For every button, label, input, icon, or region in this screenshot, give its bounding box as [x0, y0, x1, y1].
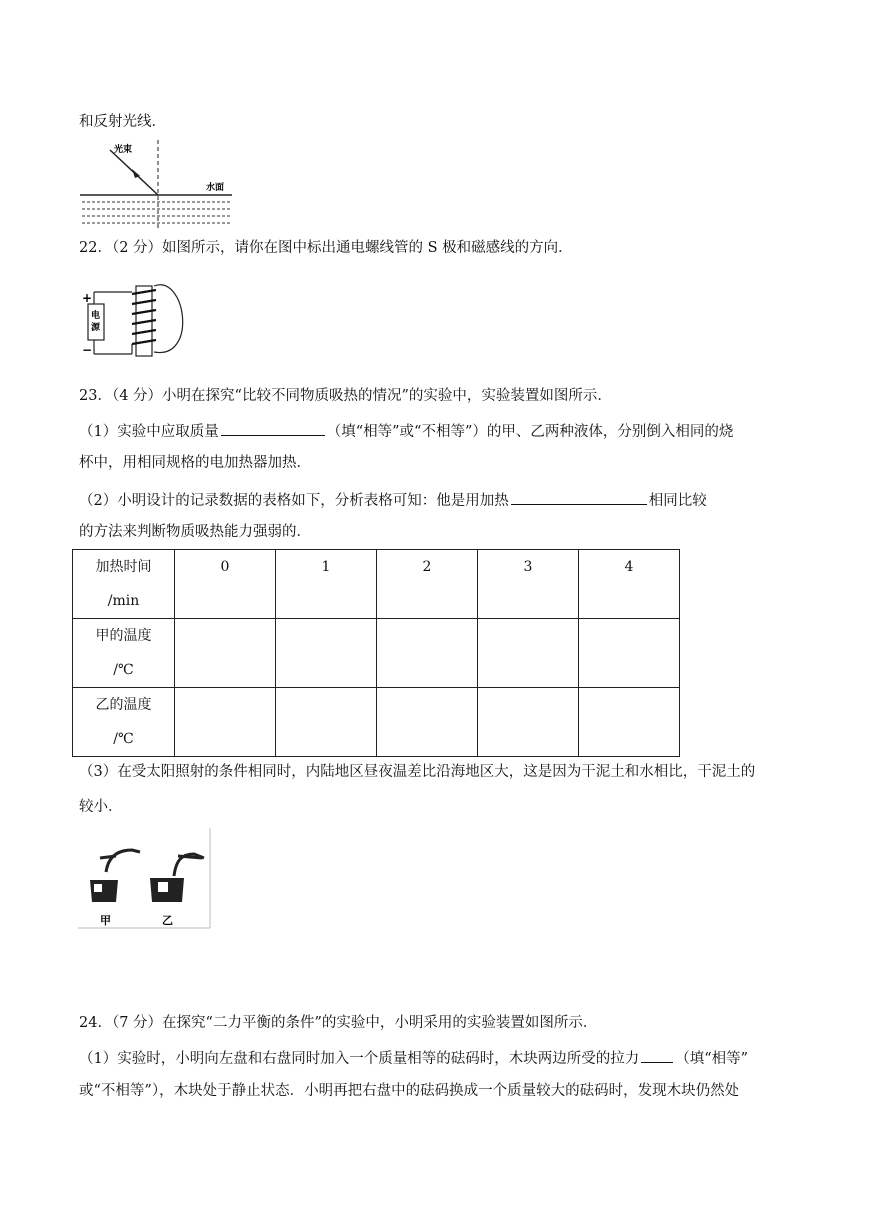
table-cell[interactable]: [579, 688, 680, 757]
answer-blank-2[interactable]: [511, 489, 647, 505]
text-line: 的方法来判断物质吸热能力强弱的．: [79, 524, 311, 540]
table-row: [73, 619, 680, 688]
row-header: 甲的温度 /℃: [73, 619, 175, 688]
table-cell[interactable]: [478, 619, 579, 688]
surface-label: 水面: [206, 183, 225, 193]
table-cell: 2: [377, 550, 478, 619]
row-header: 乙的温度 /℃: [73, 688, 175, 757]
plus-label: +: [82, 291, 93, 305]
beaker-right-label: 乙: [162, 914, 173, 927]
table-cell[interactable]: [377, 619, 478, 688]
source-label-char-1: 电: [91, 311, 101, 321]
table-cell[interactable]: [377, 688, 478, 757]
question-23: 23．（4 分）小明在探究“比较不同物质吸热的情况”的实验中，实验装置如图所示．: [79, 388, 612, 404]
solenoid-figure: [80, 272, 192, 364]
text-line: 或“不相等”），木块处于静止状态．小明再把右盘中的砝码换成一个质量较大的砝码时，发现木块仍然处: [79, 1083, 740, 1099]
q23-part2-text-a: （2）小明设计的记录数据的表格如下，分析表格可知：他是用加热: [79, 493, 509, 509]
table-cell[interactable]: [478, 688, 579, 757]
q24-part1-text-b: （填“相等”: [675, 1051, 749, 1067]
table-cell: 0: [175, 550, 276, 619]
table-cell[interactable]: [276, 619, 377, 688]
question-24-part1: [79, 1047, 748, 1069]
question-23-part3: （3）在受太阳照射的条件相同时，内陆地区昼夜温差比沿海地区大，这是因为干泥土和水相比，干泥土的: [79, 764, 756, 780]
question-23-part1: [79, 420, 733, 442]
table-cell: 1: [276, 550, 377, 619]
q23-part2-text-b: 相同比较: [648, 493, 707, 509]
row-header: 加热时间 /min: [73, 550, 175, 619]
q23-part1-text-a: （1）实验中应取质量: [79, 424, 219, 440]
beam-label: 光束: [114, 145, 133, 155]
q24-part1-text-a: （1）实验时，小明向左盘和右盘同时加入一个质量相等的砝码时，木块两边所受的拉力: [79, 1051, 640, 1067]
data-table: [72, 549, 680, 757]
question-24: 24．（7 分）在探究“二力平衡的条件”的实验中，小明采用的实验装置如图所示．: [79, 1015, 598, 1031]
minus-label: −: [82, 343, 93, 357]
light-reflection-figure: [80, 138, 240, 230]
q23-part1-text-b: （填“相等”或“不相等”）的甲、乙两种液体，分别倒入相同的烧: [326, 424, 734, 440]
table-cell[interactable]: [175, 619, 276, 688]
text-line: 较小．: [79, 799, 123, 815]
answer-blank-3[interactable]: [641, 1047, 673, 1063]
answer-blank-1[interactable]: [221, 420, 325, 436]
source-label-char-2: 源: [91, 323, 101, 333]
table-cell: 3: [478, 550, 579, 619]
table-cell[interactable]: [579, 619, 680, 688]
question-23-part2: [79, 489, 707, 511]
table-row: [73, 688, 680, 757]
table-row: [73, 550, 680, 619]
beakers-figure: [78, 828, 212, 930]
table-cell: 4: [579, 550, 680, 619]
question-22: 22．（2 分）如图所示，请你在图中标出通电螺线管的 S 极和磁感线的方向．: [79, 240, 573, 256]
table-cell[interactable]: [175, 688, 276, 757]
table-cell[interactable]: [276, 688, 377, 757]
text-line: 和反射光线．: [79, 114, 166, 130]
text-line: 杯中，用相同规格的电加热器加热．: [79, 455, 311, 471]
beaker-left-label: 甲: [100, 914, 111, 927]
